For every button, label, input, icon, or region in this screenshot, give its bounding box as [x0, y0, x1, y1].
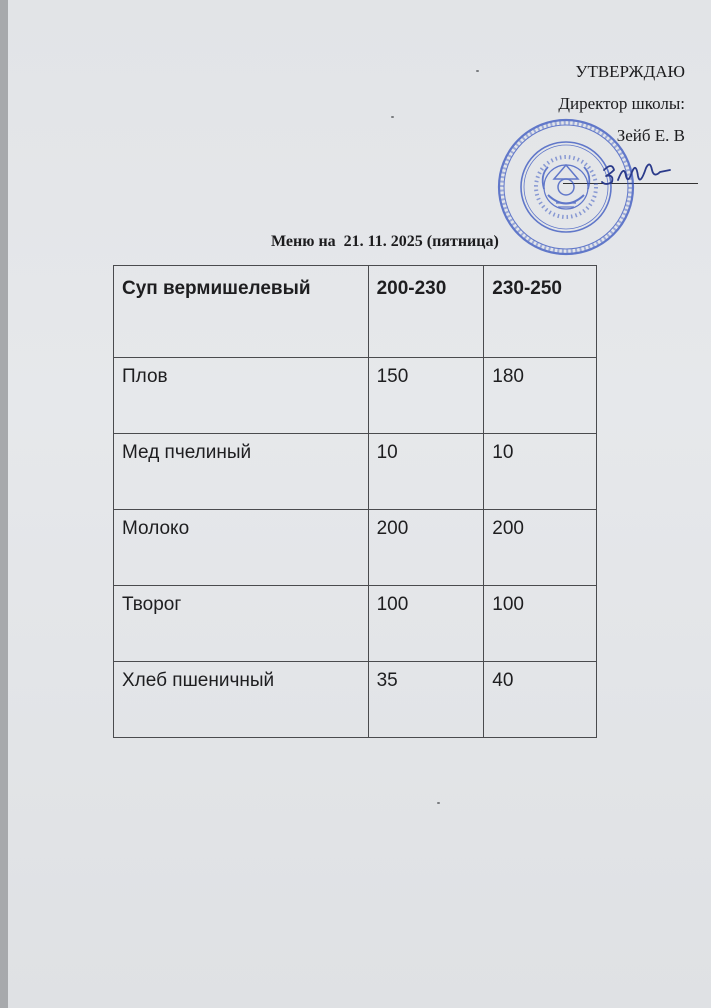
table-row	[114, 586, 597, 662]
header-dish-cell: Суп вермишелевый	[114, 266, 369, 358]
portion-2-cell: 200	[484, 510, 597, 586]
portion-1-cell: 100	[368, 586, 484, 662]
paper-speck	[391, 116, 394, 118]
paper-speck	[476, 70, 479, 72]
document-page	[8, 0, 711, 1008]
table-row	[114, 510, 597, 586]
dish-cell: Плов	[114, 358, 369, 434]
signature-icon	[600, 158, 672, 188]
portion-2-cell: 40	[484, 662, 597, 738]
table-row	[114, 662, 597, 738]
dish-cell: Мед пчелиный	[114, 434, 369, 510]
approval-name: Зейб Е. В	[616, 126, 685, 145]
dish-cell: Молоко	[114, 510, 369, 586]
portion-1-cell: 35	[368, 662, 484, 738]
paper-speck	[437, 802, 440, 804]
menu-table	[113, 265, 597, 738]
table-header-row	[114, 266, 597, 358]
table-row	[114, 434, 597, 510]
portion-1-cell: 150	[368, 358, 484, 434]
portion-1-cell: 200	[368, 510, 484, 586]
header-portion-1-cell: 200-230	[368, 266, 484, 358]
portion-2-cell: 180	[484, 358, 597, 434]
dish-cell: Творог	[114, 586, 369, 662]
header-portion-2-cell: 230-250	[484, 266, 597, 358]
menu-title: Меню на 21. 11. 2025 (пятница)	[271, 233, 499, 250]
approval-heading: УТВЕРЖДАЮ	[575, 62, 685, 81]
dish-cell: Хлеб пшеничный	[114, 662, 369, 738]
portion-1-cell: 10	[368, 434, 484, 510]
approval-position: Директор школы:	[558, 94, 685, 113]
portion-2-cell: 100	[484, 586, 597, 662]
portion-2-cell: 10	[484, 434, 597, 510]
table-row	[114, 358, 597, 434]
